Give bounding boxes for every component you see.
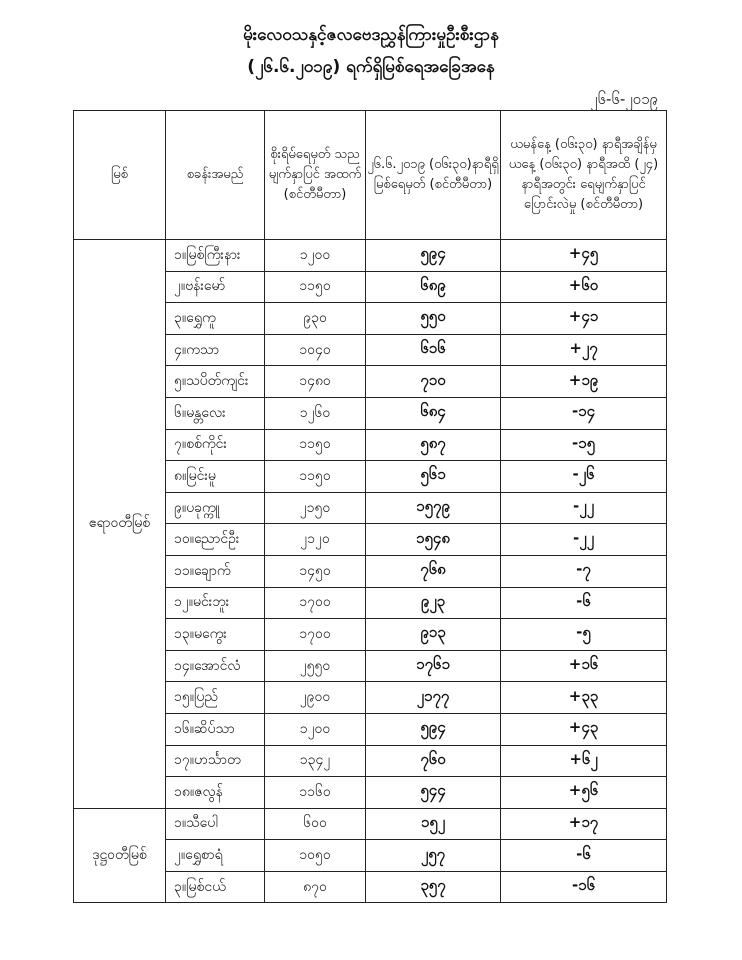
water-level: ၆၈၄ <box>366 397 501 429</box>
danger-level: ၂၁၂၀ <box>265 524 366 556</box>
header-water-level: ၂၆.၆.၂၀၁၉ (၀၆း၃၀)နာရီရှိ မြစ်ရေမှတ် (စင်တီမီတာ) <box>366 111 501 240</box>
table-row <box>74 808 667 840</box>
danger-level: ၁၀၅၀ <box>265 840 366 872</box>
level-change: +၁၉ <box>501 366 667 398</box>
danger-level: ၁၂၀၀ <box>265 713 366 745</box>
station-name: ၁၄။အောင်လံ <box>166 650 265 682</box>
water-level: ၁၅၄၈ <box>366 524 501 556</box>
level-change: +၅၆ <box>501 777 667 809</box>
level-change: +၆၂ <box>501 745 667 777</box>
table-row <box>74 240 667 272</box>
level-change: +၂၇ <box>501 334 667 366</box>
station-name: ၈။မြင်းမူ <box>166 461 265 493</box>
water-level: ၅၆၁ <box>366 461 501 493</box>
station-name: ၁၀။ညောင်ဦး <box>166 524 265 556</box>
danger-level: ၁၂၀၀ <box>265 240 366 272</box>
water-level: ၉၂၃ <box>366 587 501 619</box>
danger-level: ၂၉၀၀ <box>265 682 366 714</box>
water-level: ၆၈၉ <box>366 271 501 303</box>
danger-level: ၆၀၀ <box>265 808 366 840</box>
danger-level: ၁၃၄၂ <box>265 745 366 777</box>
water-level: ၂၅၇ <box>366 840 501 872</box>
level-change: -၇ <box>501 555 667 587</box>
level-change: +၄၃ <box>501 713 667 745</box>
water-level: ၅၉၄ <box>366 713 501 745</box>
water-level: ၁၅၇၉ <box>366 492 501 524</box>
region-name: ဧရာဝတီမြစ် <box>74 240 166 809</box>
level-change: +၁၇ <box>501 808 667 840</box>
level-change: +၆၀ <box>501 271 667 303</box>
water-level: ၆၁၆ <box>366 334 501 366</box>
river-level-table <box>73 110 667 903</box>
level-change: -၁၆ <box>501 871 667 903</box>
level-change: +၁၆ <box>501 650 667 682</box>
station-name: ၁၇။ဟင်္သာတ <box>166 745 265 777</box>
station-name: ၃။မြစ်ငယ် <box>166 871 265 903</box>
danger-level: ၁၁၆၀ <box>265 777 366 809</box>
station-name: ၄။ကသာ <box>166 334 265 366</box>
danger-level: ၈၇၀ <box>265 871 366 903</box>
water-level: ၇၆၈ <box>366 555 501 587</box>
water-level: ၉၁၃ <box>366 619 501 651</box>
document-title: မိုးလေဝသနှင့်ဇလဗေဒညွှန်ကြားမှုဦးစီးဌာန <box>243 25 499 45</box>
station-name: ၁၃။မကွေး <box>166 619 265 651</box>
document-subtitle: (၂၆.၆.၂၀၁၉) ရက်ရှိမြစ်ရေအခြေအနေ <box>247 57 495 77</box>
water-level: ၇၆၀ <box>366 745 501 777</box>
danger-level: ၁၁၅၀ <box>265 271 366 303</box>
danger-level: ၁၁၅၀ <box>265 429 366 461</box>
danger-level: ၁၀၄၀ <box>265 334 366 366</box>
water-level: ၁၅၂ <box>366 808 501 840</box>
station-name: ၃။ရွှေကူ <box>166 303 265 335</box>
water-level: ၃၅၇ <box>366 871 501 903</box>
level-change: -၆ <box>501 587 667 619</box>
water-level: ၅၅၀ <box>366 303 501 335</box>
level-change: -၆ <box>501 840 667 872</box>
station-name: ၁။မြစ်ကြီးနား <box>166 240 265 272</box>
level-change: -၁၄ <box>501 397 667 429</box>
station-name: ၇။စစ်ကိုင်း <box>166 429 265 461</box>
water-level: ၅၄၄ <box>366 777 501 809</box>
station-name: ၁၂။မင်းဘူး <box>166 587 265 619</box>
report-date: ၂၆-၆-၂၀၁၉ <box>590 90 658 108</box>
header-river: မြစ် <box>74 111 166 240</box>
station-name: ၂။ရွှေစာရံ <box>166 840 265 872</box>
station-name: ၉။ပခုက္ကူ <box>166 492 265 524</box>
level-change: -၁၅ <box>501 429 667 461</box>
danger-level: ၁၁၅၀ <box>265 461 366 493</box>
water-level: ၅၉၄ <box>366 240 501 272</box>
station-name: ၅။သပိတ်ကျင်း <box>166 366 265 398</box>
level-change: -၂၂ <box>501 524 667 556</box>
station-name: ၂။ဗန်းမော် <box>166 271 265 303</box>
station-name: ၁။သီပေါ <box>166 808 265 840</box>
danger-level: ၁၇၀၀ <box>265 587 366 619</box>
header-change: ယမန်နေ့ (၀၆း၃၀) နာရီအချိန်မှ ယနေ့ (၀၆း၃၀) နာရီအထိ (၂၄) နာရီအတွင်း ရေမျက်နှာပြင်ပြောင်းလဲမှု (စင်တီမီတာ) <box>501 111 667 240</box>
header-danger-level: စိုးရိမ်ရေမှတ် သည မျက်နှာပြင် အထက် (စင်တီမီတာ) <box>265 111 366 240</box>
water-level: ၂၁၇၇ <box>366 682 501 714</box>
level-change: -၂၆ <box>501 461 667 493</box>
region-name: ဒုဋ္ဌဝတီမြစ် <box>74 808 166 903</box>
level-change: -၂၂ <box>501 492 667 524</box>
station-name: ၁၆။ဆိပ်သာ <box>166 713 265 745</box>
danger-level: ၁၂၆၀ <box>265 397 366 429</box>
header-station: စခန်းအမည် <box>166 111 265 240</box>
water-level: ၇၁၀ <box>366 366 501 398</box>
level-change: -၅ <box>501 619 667 651</box>
water-level: ၁၇၆၁ <box>366 650 501 682</box>
station-name: ၆။မန္တလေး <box>166 397 265 429</box>
station-name: ၁၁။ချောက် <box>166 555 265 587</box>
danger-level: ၂၁၅၀ <box>265 492 366 524</box>
table-header-row <box>74 111 667 240</box>
danger-level: ၉၃၀ <box>265 303 366 335</box>
danger-level: ၁၄၅၀ <box>265 555 366 587</box>
station-name: ၁၈။ဇလွန် <box>166 777 265 809</box>
level-change: +၄၁ <box>501 303 667 335</box>
water-level: ၅၈၇ <box>366 429 501 461</box>
level-change: +၄၅ <box>501 240 667 272</box>
danger-level: ၁၄၈၀ <box>265 366 366 398</box>
level-change: +၃၃ <box>501 682 667 714</box>
danger-level: ၂၅၅၀ <box>265 650 366 682</box>
station-name: ၁၅။ပြည် <box>166 682 265 714</box>
danger-level: ၁၇၀၀ <box>265 619 366 651</box>
